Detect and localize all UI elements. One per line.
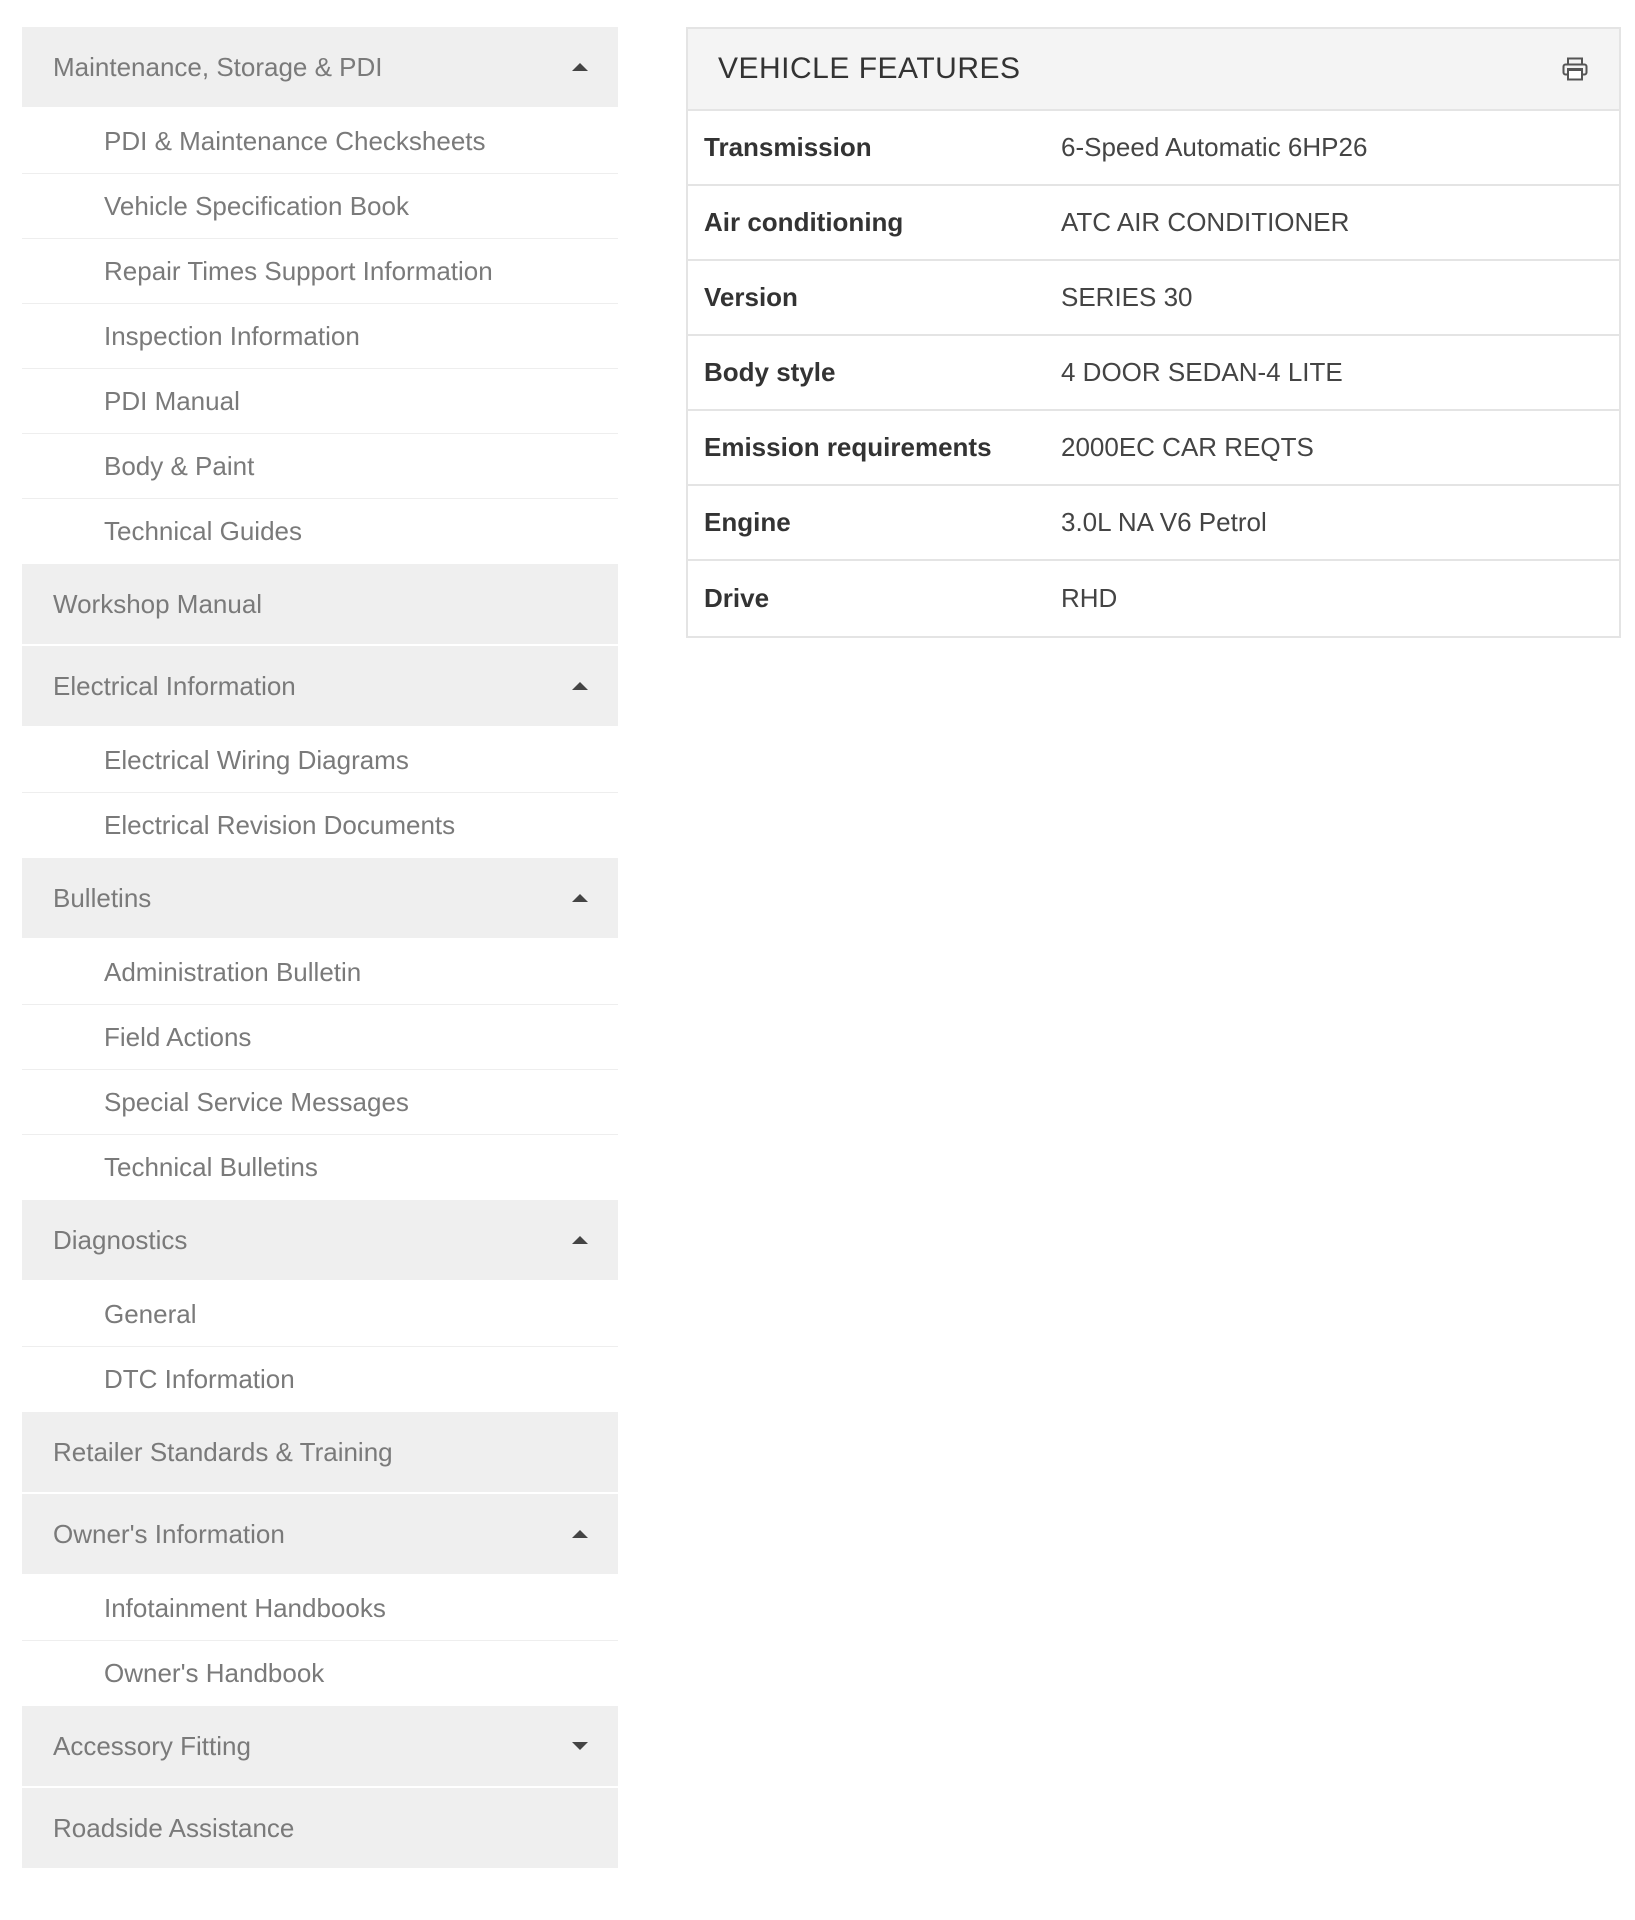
vehicle-features-table [688,111,1619,636]
sidebar-item-electrical-revision-documents[interactable]: Electrical Revision Documents [22,793,618,858]
feature-label: Emission requirements [704,432,992,462]
feature-row-emission-requirements [688,411,1619,486]
sidebar-item-general[interactable]: General [22,1282,618,1347]
feature-label: Air conditioning [704,207,904,237]
sidebar-group-header-accessory-fitting[interactable] [22,1706,618,1788]
sidebar-item-special-service-messages[interactable]: Special Service Messages [22,1070,618,1135]
caret-up-icon[interactable] [572,63,588,71]
feature-row-transmission [688,111,1619,186]
sidebar-item-electrical-wiring-diagrams[interactable]: Electrical Wiring Diagrams [22,728,618,793]
sidebar-group-header-workshop-manual[interactable] [22,564,618,646]
feature-value: 3.0L NA V6 Petrol [1061,507,1267,537]
sidebar-group-label: Workshop Manual [53,588,263,619]
sidebar-group-header-diagnostics[interactable] [22,1200,618,1282]
sidebar-group-label: Roadside Assistance [53,1812,295,1843]
sidebar-item-administration-bulletin[interactable]: Administration Bulletin [22,940,618,1005]
sidebar-item-field-actions[interactable]: Field Actions [22,1005,618,1070]
sidebar-group-header-maintenance-storage-and-pdi[interactable] [22,27,618,109]
sidebar-item-pdi-manual[interactable]: PDI Manual [22,369,618,434]
feature-value: 4 DOOR SEDAN-4 LITE [1061,357,1343,387]
feature-row-body-style [688,336,1619,411]
vehicle-features-title: VEHICLE FEATURES [718,52,1021,85]
sidebar-group-maintenance-storage-and-pdi [22,27,618,564]
feature-value: 2000EC CAR REQTS [1061,432,1314,462]
feature-row-version [688,261,1619,336]
sidebar-group-header-owner-s-information[interactable] [22,1494,618,1576]
sidebar-group-label: Owner's Information [53,1518,285,1549]
vehicle-features-header [688,29,1619,111]
sidebar-item-vehicle-specification-book[interactable]: Vehicle Specification Book [22,174,618,239]
sidebar-group-accessory-fitting [22,1706,618,1788]
feature-value: ATC AIR CONDITIONER [1061,207,1350,237]
sidebar-group-label: Maintenance, Storage & PDI [53,51,383,82]
sidebar-item-owner-s-handbook[interactable]: Owner's Handbook [22,1641,618,1706]
sidebar-item-repair-times-support-information[interactable]: Repair Times Support Information [22,239,618,304]
sidebar-item-technical-bulletins[interactable]: Technical Bulletins [22,1135,618,1200]
sidebar-nav [22,27,618,1870]
feature-row-drive [688,561,1619,636]
print-icon[interactable] [1561,55,1589,83]
feature-label: Body style [704,357,836,387]
feature-label: Version [704,282,798,312]
sidebar-group-diagnostics [22,1200,618,1412]
feature-row-engine [688,486,1619,561]
sidebar-group-owner-s-information [22,1494,618,1706]
sidebar-group-header-bulletins[interactable] [22,858,618,940]
feature-label: Drive [704,583,770,613]
sidebar-item-technical-guides[interactable]: Technical Guides [22,499,618,564]
print-icon-glyph [1562,57,1588,81]
feature-value: 6-Speed Automatic 6HP26 [1061,132,1368,162]
sidebar-group-retailer-standards-and-training [22,1412,618,1494]
feature-value: RHD [1061,583,1118,613]
sidebar-group-header-roadside-assistance[interactable] [22,1788,618,1870]
sidebar-item-body-and-paint[interactable]: Body & Paint [22,434,618,499]
sidebar-item-pdi-and-maintenance-checksheets[interactable]: PDI & Maintenance Checksheets [22,109,618,174]
sidebar-group-roadside-assistance [22,1788,618,1870]
sidebar-item-dtc-information[interactable]: DTC Information [22,1347,618,1412]
caret-up-icon[interactable] [572,1530,588,1538]
sidebar-group-label: Electrical Information [53,670,296,701]
sidebar-item-inspection-information[interactable]: Inspection Information [22,304,618,369]
sidebar-group-label: Retailer Standards & Training [53,1436,393,1467]
feature-value: SERIES 30 [1061,282,1193,312]
sidebar-group-header-electrical-information[interactable] [22,646,618,728]
feature-label: Transmission [704,132,872,162]
sidebar-group-label: Diagnostics [53,1224,188,1255]
sidebar-group-electrical-information [22,646,618,858]
sidebar-group-bulletins [22,858,618,1200]
caret-up-icon[interactable] [572,894,588,902]
sidebar-group-label: Accessory Fitting [53,1730,251,1761]
sidebar-group-workshop-manual [22,564,618,646]
sidebar-item-infotainment-handbooks[interactable]: Infotainment Handbooks [22,1576,618,1641]
caret-down-icon[interactable] [572,1742,588,1750]
sidebar-group-label: Bulletins [53,882,152,913]
sidebar-group-header-retailer-standards-and-training[interactable] [22,1412,618,1494]
feature-row-air-conditioning [688,186,1619,261]
caret-up-icon[interactable] [572,682,588,690]
caret-up-icon[interactable] [572,1236,588,1244]
feature-label: Engine [704,507,791,537]
vehicle-features-panel [686,27,1621,638]
